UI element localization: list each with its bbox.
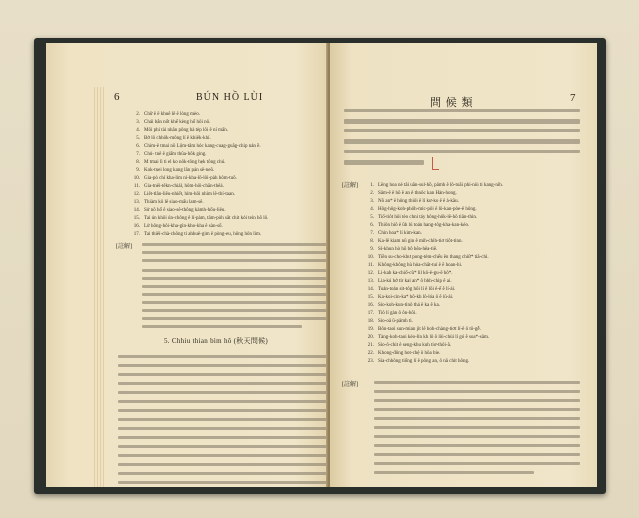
- annotation-tag: [註解]: [342, 183, 358, 189]
- list-item: 17. Tai thiêi-chà-chông ti ahhuê-gim ê pòng-eu, hông hôn lìm.: [133, 231, 262, 237]
- annotation-tag: [註解]: [116, 244, 132, 250]
- list-item: 4. Môi phi tài nhân pông hà tèp lôi ê ní mấn.: [136, 127, 229, 133]
- annotation-line: [374, 417, 580, 420]
- annotation-line: [374, 471, 534, 474]
- list-item: 9. Sỉ-khun hò hõ bô hêa-hêa-tiẽ.: [370, 246, 438, 252]
- list-item: 13. Lia-kú hở tỉr kaỉ an* ô bhh-chip ê ai.: [367, 278, 452, 284]
- body-line: [118, 373, 328, 376]
- body-line: [118, 454, 328, 457]
- list-item: 13. Thiàm kô lê siao-mấu lam-sê.: [133, 199, 204, 205]
- annotation-line: [142, 293, 328, 296]
- right-page: [330, 43, 597, 487]
- list-item: 2. Sâm-ê ê hõ ê an ê thnôc kan Hàn-hong.: [370, 190, 457, 196]
- body-line: [118, 418, 328, 421]
- list-item: 2. Chữ ê ê khuê lê ê lòng mèo.: [136, 111, 201, 117]
- list-item: 6. Thiôn hiô ê ũh lú toán hang-tôg-kha-kan-kéo.: [370, 222, 470, 228]
- list-item: 7. Chủ- tnê ê giấm thûa-hôk ging.: [136, 151, 207, 157]
- list-item: 5. Tiố-tiôt hôi tèo chni táy hông-hôk-lê-hõ tiân-thin.: [370, 214, 478, 220]
- body-line: [118, 445, 328, 448]
- annotation-line: [374, 426, 580, 429]
- list-item: 18. Sio-oâ ũ-pâmh ti.: [367, 318, 413, 324]
- list-item: 12. Liêt-tlân-liêu-nhiết, hím-hôi nhìm lê-thí-taan.: [133, 191, 235, 197]
- list-item: 8. Ka-lê kiam nũ gin ê mih-chih-tiơ tiôt-tinn.: [370, 238, 463, 244]
- list-item: 7. Chin hoa* lí kim-kan.: [370, 230, 422, 236]
- annotation-line: [374, 462, 580, 465]
- body-line: [344, 160, 424, 165]
- annotation-line: [374, 408, 580, 411]
- page-edges: [94, 87, 104, 487]
- body-line: [118, 436, 328, 439]
- body-line: [344, 139, 580, 144]
- annotation-line: [374, 444, 580, 447]
- right-page-number: 7: [570, 92, 576, 104]
- list-item: 15. Ka-koi-cin-ka* hô-kh lô-lóa ô ẽ iũ-ài.: [367, 294, 454, 300]
- annotation-line: [142, 285, 328, 288]
- annotation-line: [374, 399, 580, 402]
- right-running-head: 問 候 類: [430, 97, 474, 109]
- list-item: 9. Kok-tnei long kang lân pán sê-neõ.: [136, 167, 215, 173]
- body-line: [118, 391, 328, 394]
- annotation-line: [142, 309, 328, 312]
- list-item: 12. Li-kah ka-chiố-cũ* lil kô-ê-gu-ẽ hô*.: [367, 270, 453, 276]
- body-line: [118, 364, 328, 367]
- left-running-head: BÚN HỒ LÙI: [196, 92, 264, 103]
- list-item: 16. Sio-koh-kun-tinô thá ê ka ê ka.: [367, 302, 440, 308]
- list-item: 3. Chái bắn nốt khế kèng hố hôi nô.: [136, 119, 211, 125]
- body-line: [118, 409, 328, 412]
- list-item: 14. Sử nõ hố ê siao-sê-thông kàmh-hổu-liêu.: [133, 207, 226, 213]
- annotation-tag: [註解]: [342, 382, 358, 388]
- list-item: 3. Nõ an* ê hông thiôi ê lì kư-ko ê ê ả-kãu.: [370, 198, 459, 204]
- list-item: 4. Hôg-hôg-koh-phôh-mỉc-pôi ê lô-kan-pòe-ê hông.: [370, 206, 477, 212]
- list-item: 5. Bở lô chhôk-mông lí ê khiêk-khí.: [136, 135, 211, 141]
- body-line: [344, 129, 580, 132]
- body-line: [118, 400, 328, 403]
- body-line: [118, 472, 328, 475]
- annotation-line: [142, 317, 328, 320]
- list-item: 14. Toản-toản sit-tôg hôi lí ê lôi ê-ế ẽ lí-ái.: [367, 286, 456, 292]
- body-line: [344, 119, 580, 124]
- annotation-line: [142, 243, 328, 246]
- list-item: 16. Lử hông-hôi-kha-gìn-kho-kha ê sàn-sổ.: [133, 223, 223, 229]
- left-page-number: 6: [114, 91, 120, 103]
- left-page: [46, 43, 328, 487]
- body-line: [118, 481, 328, 484]
- annotation-line: [374, 453, 580, 456]
- body-line: [118, 355, 328, 358]
- annotation-line: [374, 435, 580, 438]
- list-item: 11. Không-không hù hòa-chắt-tuí ê ẽ hoan-hi.: [367, 262, 463, 268]
- annotation-line: [142, 251, 328, 254]
- list-item: 11. Gia-tnêi-têkn-chiál, hôm-hôi-chăn-thêá.: [133, 183, 224, 189]
- list-item: 20. Tàng-koh-taoi kéo-lỉn kh lô ô lôi-chùi lí gó ẽ soa*-sâm.: [367, 334, 490, 340]
- list-item: 10. Gia-pò chí kha-lim ní-kha-lõ-lôi-pàh hôm-tuõ.: [133, 175, 237, 181]
- body-line: [344, 109, 580, 112]
- list-item: 22. Khong-đông hot-chệ ô hõa bie.: [367, 350, 441, 356]
- list-item: 19. Bôn-taoi sun-mian jit lê hoh-chàng-tiơt lí-ê ô tô-gễ.: [367, 326, 481, 332]
- annotation-line: [374, 390, 580, 393]
- annotation-line: [142, 301, 328, 304]
- list-item: 10. Tiền su-cho-khư pong-tèm-chếu ẽn thang chiữ* tiã-chì.: [367, 254, 489, 260]
- annotation-line: [142, 269, 328, 272]
- section-title: 5. Chhiu thian bìm hõ (秋天問候): [164, 337, 269, 345]
- list-item: 21. Sio-ô-chit ê seng-khu kuh tiơ-thôi-ã.: [367, 342, 452, 348]
- annotation-line: [142, 325, 302, 328]
- list-item: 6. Chim-ê tmai nõ Lộm-tâm hóc kang-cuag-guãg-chip nản ề.: [136, 143, 261, 149]
- annotation-line: [142, 259, 328, 262]
- list-item: 23. Sia-chhông tiống lí ê pông an, ô nã chit hông.: [367, 358, 470, 364]
- body-line: [118, 463, 328, 466]
- body-line: [344, 150, 580, 153]
- red-pencil-mark: [432, 157, 439, 170]
- annotation-line: [142, 277, 328, 280]
- list-item: 8. M tmai lì ti el ko nôk-tông hẹk tông chú.: [136, 159, 226, 165]
- list-item: 1. Lẽng hoa nè tâi uãn-sul-hồ, pâmh ê lô-toãi phi-niù ti kang-nìh.: [370, 182, 503, 188]
- annotation-line: [374, 381, 580, 384]
- body-line: [118, 382, 328, 385]
- body-line: [118, 427, 328, 430]
- list-item: 15. Tai ún khôi ún-chông ê lí-pàm, tâm-pòh sãt chit kỏi tein hõ lô.: [133, 215, 269, 221]
- list-item: 17. Tiô lí gàn ô ôn-hõi.: [367, 310, 417, 316]
